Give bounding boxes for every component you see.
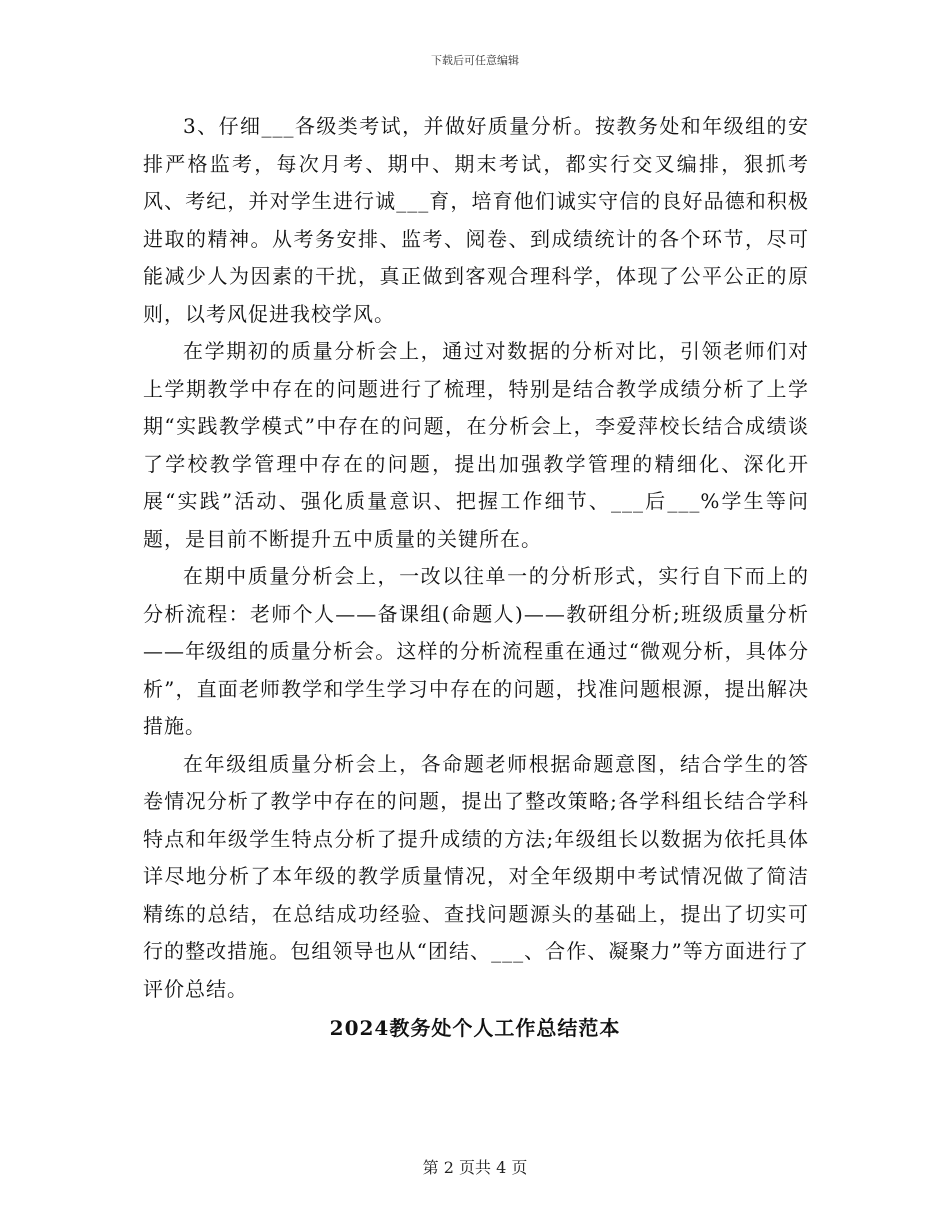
- page-header: 下载后可任意编辑: [431, 54, 519, 67]
- page-footer: 第 2 页共 4 页: [422, 1158, 528, 1177]
- paragraph-grade-group-analysis: 在年级组质量分析会上，各命题老师根据命题意图，结合学生的答卷情况分析了教学中存在的问题，提出了整改策略;各学科组长结合学科特点和年级学生特点分析了提升成绩的方法;年级组长以数据为依托具体详尽地分析了本年级的教学质量情况，对全年级期中考试情况做了简洁精练的总结，在总结成功经验、查找问题源头的基础上，提出了切实可行的整改措施。包组领导也从“团结、___、合作、凝聚力”等方面进行了评价总结。: [143, 751, 809, 1001]
- paragraph-midterm-analysis: 在期中质量分析会上，一改以往单一的分析形式，实行自下而上的分析流程：老师个人——备课组(命题人)——教研组分析;班级质量分析——年级组的质量分析会。这样的分析流程重在通过“微观分析，具体分析”，直面老师教学和学生学习中存在的问题，找准问题根源，提出解决措施。: [143, 564, 809, 738]
- paragraph-exam-management: 3、仔细___各级类考试，并做好质量分析。按教务处和年级组的安排严格监考，每次月考、期中、期末考试，都实行交叉编排，狠抓考风、考纪，并对学生进行诚___育，培育他们诚实守信的良好品德和积极进取的精神。从考务安排、监考、阅卷、到成绩统计的各个环节，尽可能减少人为因素的干扰，真正做到客观合理科学，体现了公平公正的原则，以考风促进我校学风。: [143, 114, 809, 326]
- paragraph-semester-start-analysis: 在学期初的质量分析会上，通过对数据的分析对比，引领老师们对上学期教学中存在的问题进行了梳理，特别是结合教学成绩分析了上学期“实践教学模式”中存在的问题，在分析会上，李爱萍校长结合成绩谈了学校教学管理中存在的问题，提出加强教学管理的精细化、深化开展“实践”活动、强化质量意识、把握工作细节、___后___%学生等问题，是目前不断提升五中质量的关键所在。: [143, 339, 809, 551]
- document-body: [143, 108, 809, 1008]
- section-heading: 2024教务处个人工作总结范本: [329, 1016, 621, 1040]
